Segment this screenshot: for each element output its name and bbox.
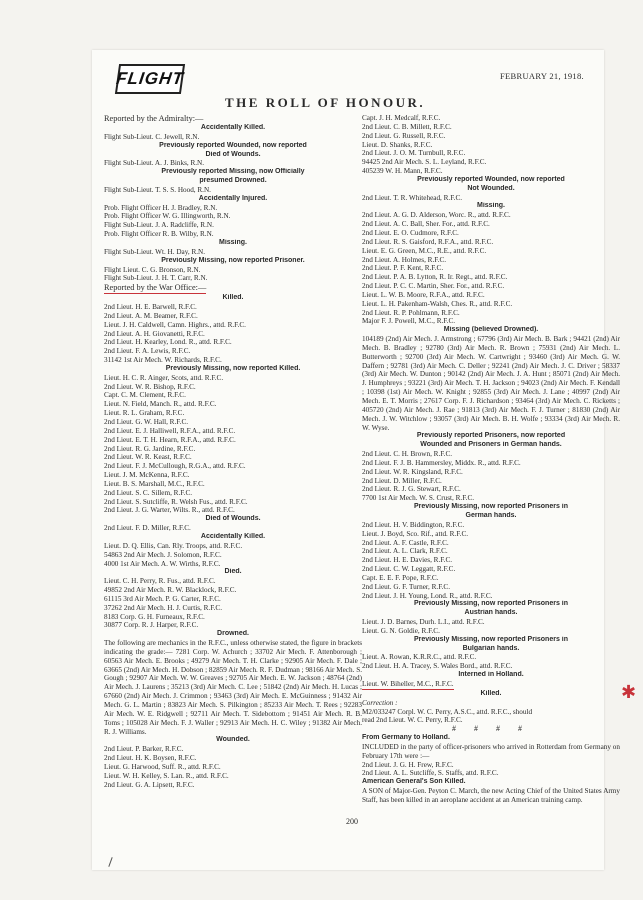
list-item: 2nd Lieut. F. J. McCullough, R.G.A., attd. R.F.C. — [104, 462, 246, 471]
paragraph: The following are mechanics in the R.F.C., unless otherwise stated, the figure in brackets indicating the grade:— 7281 Corp. W. Achurch ; 33702 Air Mech. F. Attenborough ; 60563 Air Mech. E. Brooks ; 49279 Air Mech. T. H. Clarke ; 92905 Air Mech. F. Dale ; 63665 (2nd) Air Mech. H. Dobson ; 82859 Air Mech. R. F. Dudman ; 98166 Air Mech. S. Gough ; 92907 Air Mech. W. W. Greaves ; 92705 Air Mech. E. W. Jackson ; 48764 (2nd) Air Mech. J. Laurens ; 35213 (3rd) Air Mech. C. Lee ; 51842 (2nd) Air Mech. H. Lucas ; 67660 (2nd) Air Mech. J. Crimmon ; 93463 (3rd) Air Mech. E. McGuinness ; 91432 Air Mech. G. L. Martin ; 83823 Air Mech. S. Pilkington ; 85233 Air Mech. T. Rees ; 92283 Air Mech. W. E. Ridgwell ; 92711 Air Mech. T. Sidebottom ; 91451 Air Mech. R. B. Toms ; 105028 Air Mech. F. J. Waller ; 92913 Air Mech. H. C. Wiley ; 91382 Air Mech. R. J. Williams. — [104, 639, 362, 736]
list-item: Lieut. L. W. B. Moore, R.F.A., attd. R.F.C. — [362, 290, 485, 299]
section-heading: Died of Wounds. — [205, 515, 261, 523]
section-heading: From Germany to Holland. — [362, 734, 450, 742]
list-item: 2nd Lieut. W. R. Keast, R.F.C. — [104, 453, 192, 462]
section-heading: Previously Missing, now reported Prisoner. — [161, 256, 305, 264]
list-item: Flight Sub-Lieut. A. J. Binks, R.N. — [104, 159, 205, 168]
section-heading: Accidentally Killed. — [200, 532, 266, 540]
list-item: 2nd Lieut. R. G. Jardine, R.F.C. — [104, 444, 196, 453]
list-item: Capt. E. E. F. Pope, R.F.C. — [362, 573, 439, 582]
section-heading: Drowned. — [217, 630, 249, 638]
list-item: Flight Sub-Lieut. Wt. H. Day, R.N. — [104, 247, 206, 256]
list-item: 2nd Lieut. A. L. Sutcliffe, S. Staffs, attd. R.F.C. — [362, 769, 499, 778]
section-heading: German hands. — [465, 511, 517, 519]
list-item: 31142 1st Air Mech. W. Richards, R.F.C. — [104, 356, 222, 365]
list-item: 61115 3rd Air Mech. P. G. Carter, R.F.C. — [104, 594, 221, 603]
list-item: 4000 1st Air Mech. A. W. Wirths, R.F.C. — [104, 559, 221, 568]
issue-date: FEBRUARY 21, 1918. — [500, 71, 584, 81]
section-heading: Previously Missing, now reported Prisoners in — [413, 635, 569, 643]
list-item: 2nd Lieut. E. J. Halliwell, R.F.A., attd. R.F.C. — [104, 426, 236, 435]
list-item: 2nd Lieut. E. T. H. Hearn, R.F.A., attd. R.F.C. — [104, 435, 236, 444]
list-item: Flight Sub-Lieut. J. H. T. Carr, R.N. — [104, 274, 208, 283]
section-heading: Previously reported Missing, now Officially — [161, 168, 305, 176]
list-item: 2nd Lieut. A. H. Giovanetti, R.F.C. — [104, 329, 205, 338]
list-item: Lieut. D. Shanks, R.F.C. — [362, 140, 433, 149]
list-item: read 2nd Lieut. W. C. Perry, R.F.C. — [362, 716, 463, 725]
list-item: Lieut. E. G. Green, M.C., R.E., attd. R.F.C. — [362, 246, 487, 255]
list-item: 2nd Lieut. J. O. M. Turnbull, R.F.C. — [362, 149, 466, 158]
list-item: 2nd Lieut. C. H. Brown, R.F.C. — [362, 450, 453, 459]
list-item: Flight Lieut. C. G. Bronson, R.N. — [104, 265, 201, 274]
paragraph: INCLUDED in the party of officer-prisoners who arrived in Rotterdam from Germany on February 17th were :— — [362, 742, 620, 760]
list-item: 2nd Lieut. R. P. Pohlmann, R.F.C. — [362, 308, 460, 317]
list-item: 2nd Lieut. A. G. D. Alderson, Worc. R., attd. R.F.C. — [362, 211, 511, 220]
correction-label: Correction : — [362, 698, 398, 707]
list-item: 2nd Lieut. R. S. Gaisford, R.F.A., attd. R.F.C. — [362, 237, 494, 246]
list-item: 2nd Lieut. E. O. Cudmore, R.F.C. — [362, 228, 459, 237]
list-item: 405239 W. H. Mann, R.F.C. — [362, 167, 443, 176]
list-item: 2nd Lieut. S. C. Sillem, R.F.C. — [104, 488, 193, 497]
list-item: 2nd Lieut. P. Barker, R.F.C. — [104, 745, 184, 754]
paragraph: A SON of Major-Gen. Peyton C. March, the new Acting Chief of the United States Army Staff, has been killed in an aeroplane accident at an American training camp. — [362, 787, 620, 804]
section-heading: Previously Missing, now reported Prisoners in — [413, 600, 569, 608]
list-item: 2nd Lieut. G. A. Lipsett, R.F.C. — [104, 780, 195, 789]
list-item: Lieut. R. L. Graham, R.F.C. — [104, 409, 185, 418]
list-item: Capt. C. M. Clement, R.F.C. — [104, 391, 186, 400]
list-item: Lieut. H. C. R. Ainger, Scots, attd. R.F.C. — [104, 373, 224, 382]
list-item: Lieut. J. Boyd, Sco. Rif., attd. R.F.C. — [362, 529, 469, 538]
list-item: Major F. J. Powell, M.C., R.F.C. — [362, 317, 456, 326]
page-number: 200 — [346, 817, 358, 826]
section-heading: Missing. — [476, 202, 505, 210]
left-column — [104, 114, 362, 789]
section-heading: Accidentally Injured. — [198, 194, 268, 202]
flight-logo: FLIGHT — [115, 64, 185, 94]
list-item: 2nd Lieut. H. Kearley, Lond. R., attd. R.F.C. — [104, 338, 232, 347]
list-item: 2nd Lieut. F. A. Lewis, R.F.C. — [104, 347, 191, 356]
list-item: 30877 Corp. R. J. Harper, R.F.C. — [104, 621, 199, 630]
list-item: 2nd Lieut. J. H. Young, Lond. R., attd. R.F.C. — [362, 591, 493, 600]
section-heading: Previously Missing, now reported Prisoners in — [413, 503, 569, 511]
list-item: 2nd Lieut. D. Miller, R.F.C. — [362, 476, 442, 485]
section-heading: Died. — [224, 568, 242, 576]
list-item: 94425 2nd Air Mech. S. L. Leyland, R.F.C. — [362, 158, 487, 167]
list-item: 2nd Lieut. J. G. H. Frew, R.F.C. — [362, 760, 454, 769]
list-item: 2nd Lieut. H. K. Boysen, R.F.C. — [104, 754, 197, 763]
list-item: Lieut. G. N. Goldie, R.F.C. — [362, 626, 440, 635]
list-item: Lieut. J. M. McKenna, R.F.C. — [104, 471, 190, 480]
list-item: 2nd Lieut. G. W. Hall, R.F.C. — [104, 418, 189, 426]
list-item: Flight Sub-Lieut. C. Jewell, R.N. — [104, 132, 200, 141]
list-item: 2nd Lieut. C. W. Leggatt, R.F.C. — [362, 565, 456, 574]
section-heading: Previously reported Wounded, now reported — [417, 175, 565, 183]
list-item: Capt. J. H. Medcalf, R.F.C. — [362, 114, 441, 122]
page-title: THE ROLL OF HONOUR. — [225, 95, 426, 110]
report-source-heading — [104, 283, 362, 294]
section-heading: American General's Son Killed. — [362, 778, 466, 786]
list-item: 2nd Lieut. A. M. Beamer, R.F.C. — [104, 311, 198, 320]
list-item: Lieut. D. Q. Ellis, Can. Rly. Troops, attd. R.F.C. — [104, 541, 243, 550]
list-item: 2nd Lieut. H. E. Barwell, R.F.C. — [104, 303, 197, 312]
section-heading: Killed. — [480, 689, 502, 697]
list-item: 2nd Lieut. J. G. Warter, Wilts. R., attd. R.F.C. — [104, 506, 235, 515]
list-item: 2nd Lieut. H. A. Tracey, S. Wales Bord., attd. R.F.C. — [362, 662, 513, 671]
report-source-heading: Reported by the Admiralty:— — [104, 114, 204, 123]
section-heading: Austrian hands. — [464, 609, 518, 617]
section-heading: Previously Missing, now reported Killed. — [165, 364, 301, 372]
list-item: 2nd Lieut. C. B. Millett, R.F.C. — [362, 122, 452, 131]
section-heading: Died of Wounds. — [205, 150, 261, 158]
section-heading: Wounded. — [216, 736, 250, 744]
list-item: 2nd Lieut. A. F. Castle, R.F.C. — [362, 538, 449, 547]
list-item: Lieut. G. Harwood, Suff. R., attd. R.F.C. — [104, 762, 221, 771]
list-item: 2nd Lieut. P. C. C. Martin, Sher. For., attd. R.F.C. — [362, 282, 505, 291]
list-item: 37262 2nd Air Mech. H. J. Curtis, R.F.C. — [104, 603, 223, 612]
section-heading: Killed. — [222, 294, 244, 302]
list-item: 2nd Lieut. H. E. Davies, R.F.C. — [362, 556, 453, 565]
list-item: 2nd Lieut. A. Holmes, R.F.C. — [362, 255, 447, 264]
list-item: Lieut. N. Field, Manch. R., attd. R.F.C. — [104, 400, 217, 409]
list-item: 2nd Lieut. P. A. B. Lytton, R. Ir. Regt., attd. R.F.C. — [362, 273, 508, 282]
list-item: 2nd Lieut. F. D. Miller, R.F.C. — [104, 524, 191, 533]
list-item: Lieut. C. H. Perry, R. Fus., attd. R.F.C. — [104, 577, 216, 586]
list-item — [362, 680, 620, 690]
section-heading: Previously reported Prisoners, now reported — [416, 432, 566, 440]
list-item: 7700 1st Air Mech. W. S. Crust, R.F.C. — [362, 494, 475, 503]
section-divider: # # # # — [452, 725, 530, 734]
section-heading: Previously reported Wounded, now reported — [159, 141, 307, 149]
list-item: 2nd Lieut. S. Sutcliffe, R. Welsh Fus., attd. R.F.C. — [104, 497, 248, 506]
list-item: 2nd Lieut. T. R. Whitehead, R.F.C. — [362, 193, 463, 202]
list-item: 2nd Lieut. W. R. Bishop, R.F.C. — [104, 382, 196, 391]
section-heading: Missing (believed Drowned). — [443, 326, 539, 334]
list-item: 2nd Lieut. G. Russell, R.F.C. — [362, 131, 446, 140]
list-item: Lieut. W. H. Kelley, S. Lan. R., attd. R.F.C. — [104, 771, 229, 780]
list-item: 2nd Lieut. F. J. B. Hammersley, Middx. R., attd. R.F.C. — [362, 458, 521, 467]
list-item: 54863 2nd Air Mech. J. Solomon, R.F.C. — [104, 550, 222, 559]
section-heading: Wounded and Prisoners in German hands. — [420, 441, 562, 449]
list-item: Lieut. J. H. Caldwell, Camn. Highrs., attd. R.F.C. — [104, 320, 246, 329]
list-item: 2nd Lieut. W. R. Kingsland, R.F.C. — [362, 467, 463, 476]
list-item: Prob. Flight Officer R. B. Wilby, R.N. — [104, 230, 214, 239]
right-column — [362, 114, 620, 805]
list-item: Lieut. B. S. Marshall, M.C., R.F.C. — [104, 479, 205, 488]
section-heading: Missing. — [218, 238, 247, 246]
section-heading: Bulgarian hands. — [462, 644, 520, 652]
paragraph: 104189 (2nd) Air Mech. J. Armstrong ; 67796 (3rd) Air Mech. B. Bark ; 94421 (2nd) Air Mech. B. Bradley ; 92780 (3rd) Air Mech. R. Brown ; 75931 (2nd) Air Mech. L. Butterworth ; 92700 (3rd) Air Mech. W. Cartwright ; 93460 (3rd) Air Mech. G. W. Daffern ; 92781 (3rd) Air Mech. C. Deller ; 92241 (2nd) Air Mech. J. C. Driver ; 58337 (3rd) Air Mech. W. Dunton ; 90142 (2nd) Air Mech. J. A. Hunt ; 85071 (2nd) Air Mech. J. Humphreys ; 93221 (3rd) Air Mech. T. H. Jackson ; 94023 (2nd) Air Mech. F. Kendall ; 10398 (1st) Air Mech. W. Knight ; 92855 (3rd) Air Mech. J. Lane ; 40997 (2nd) Air Mech. E. T. Morris ; 27617 Corp. F. J. Richardson ; 93464 (3rd) Air Mech. C. Ricketts ; 405720 (2nd) Air Mech. J. Rae ; 91813 (3rd) Air Mech. F. J. Turner ; 81830 (2nd) Air Mech. J. W. Witchlow ; 93057 (3rd) Air Mech. B. H. Wolfe ; 93334 (3rd) Air Mech. R. W. Wyse. — [362, 335, 620, 432]
list-item: 2nd Lieut. P. F. Kent, R.F.C. — [362, 264, 444, 273]
section-heading: Interned in Holland. — [458, 671, 524, 679]
list-item: 8183 Corp. G. H. Furneaux, R.F.C. — [104, 612, 205, 621]
list-item: M2/033247 Corpl. W. C. Perry, A.S.C., attd. R.F.C., should — [362, 707, 533, 716]
list-item: Flight Sub-Lieut. J. A. Radcliffe, R.N. — [104, 221, 214, 230]
underlined-entry: Lieut. W. Biheller, M.C., R.F.C. — [362, 680, 454, 688]
list-item: Lieut. A. Rowan, K.R.R.C., attd. R.F.C. — [362, 653, 477, 662]
list-item: Lieut. L. H. Pakenham-Walsh, Ches. R., attd. R.F.C. — [362, 299, 513, 308]
list-item: Prob. Flight Officer W. G. Illingworth, R.N. — [104, 212, 231, 221]
list-item: 2nd Lieut. A. L. Clark, R.F.C. — [362, 547, 448, 556]
section-heading: Accidentally Killed. — [200, 124, 266, 131]
underlined-heading: Reported by the War Office:— — [104, 283, 207, 293]
list-item: 2nd Lieut. A. C. Ball, Sher. For., attd. R.F.C. — [362, 220, 490, 229]
list-item: Flight Sub-Lieut. T. S. S. Hood, R.N. — [104, 185, 211, 194]
list-item: 2nd Lieut. G. F. Turner, R.F.C. — [362, 582, 451, 591]
section-heading: presumed Drowned. — [199, 177, 267, 185]
list-item: 2nd Lieut. R. J. G. Stewart, R.F.C. — [362, 485, 461, 494]
red-asterisk-mark: ✱ — [621, 682, 637, 702]
section-heading: Not Wounded. — [467, 184, 515, 192]
list-item: Lieut. J. D. Barnes, Durh. L.I., attd. R.F.C. — [362, 618, 485, 627]
list-item: 2nd Lieut. H. V. Biddington, R.F.C. — [362, 520, 465, 529]
list-item: Prob. Flight Officer H. J. Bradley, R.N. — [104, 203, 218, 212]
list-item: 49852 2nd Air Mech. R. W. Blacklock, R.F.C. — [104, 586, 237, 595]
